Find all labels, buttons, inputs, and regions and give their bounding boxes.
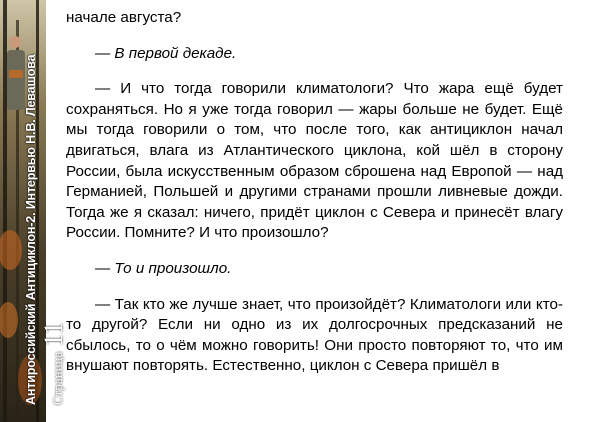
page-indicator xyxy=(39,322,69,405)
paragraph: — Так кто же лучше знает, что произойдёт? Климатологи или кто-то другой? Если ни одно из их долгосрочных предсказаний не сбылось, то о чём можно говорить! Они просто повторяют то, что им внушают повторять. Естественно, циклон с Севера пришёл в xyxy=(66,295,563,375)
paragraph: — В первой декаде. xyxy=(95,44,237,62)
paragraph: — И что тогда говорили климатологи? Что жара ещё будет сохраняться. Но я уже тогда говорил — жары больше не будет. Ещё мы тогда говорили о том, что после того, как антициклон начал двигаться, влага из Атлантического циклона, кой шёл в сторону России, была искусственным образом сброшена над Европой — над Германией, Польшей и другими странами прошли ливневые дожди. Тогда же я сказал: ничего, придёт циклон с Севера и принесёт влагу России. Помните? И что произошло? xyxy=(66,80,563,242)
page-number: 11 xyxy=(39,321,68,347)
paragraph: начале августа? xyxy=(66,9,182,26)
sidebar xyxy=(0,0,68,422)
page-label: Страница xyxy=(50,351,65,405)
article-body xyxy=(66,8,563,377)
paragraph: — То и произошло. xyxy=(95,259,232,277)
sidebar-title: Антироссийский Антициклон-2. Интервью Н.В. Левашова xyxy=(24,54,38,405)
